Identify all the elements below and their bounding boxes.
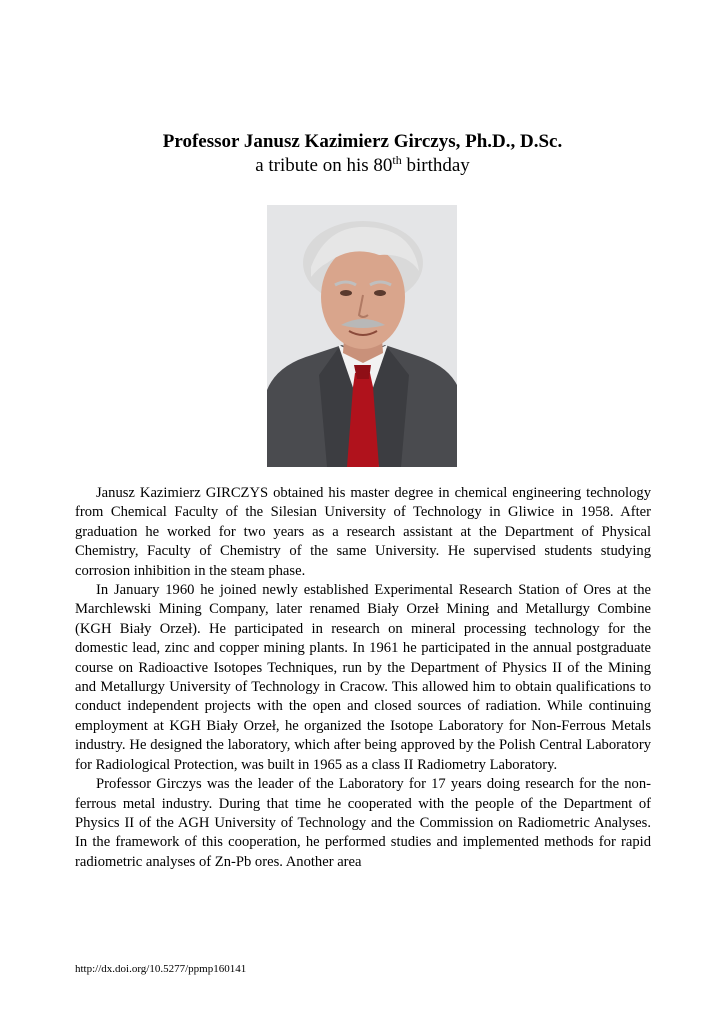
article-body [75,484,651,872]
paragraph: In January 1960 he joined newly established Experimental Research Station of Ores at the Marchlewski Mining Company, later renamed Biały Orzeł Mining and Metallurgy Combine (KGH Biały Orzeł). He participated in research on mineral processing technology for the domestic lead, zinc and copper mining plants. In 1961 he participated in the annual postgraduate course on Radioactive Isotopes Techniques, run by the Department of Physics II of the Mining and Metallurgy University of Technology in Cracow. This allowed him to obtain qualifications to conduct independent projects with the open and closed sources of radiation. While continuing employment at KGH Biały Orzeł, he organized the Isotope Laboratory for Non-Ferrous Metals industry. He designed the laboratory, which after being approved by the Polish Central Laboratory for Radiological Protection, was built in 1965 as a class II Radiometry Laboratory. [75,582,651,773]
title-block [0,130,725,178]
paragraph: Professor Girczys was the leader of the Laboratory for 17 years doing research for the non-ferrous metal industry. During that time he cooperated with the people of the Department of Physics II of the AGH University of Technology and the Commission on Radiometric Analyses. In the framework of this cooperation, he performed studies and implemented methods for rapid radiometric analyses of Zn-Pb ores. Another area [75,776,651,870]
portrait-eye-left [340,290,352,296]
portrait-illustration [267,205,457,467]
page-title: Professor Janusz Kazimierz Girczys, Ph.D., D.Sc. [162,131,563,152]
subtitle-text: a tribute on his 80 [255,155,393,176]
portrait-eye-right [374,290,386,296]
page-subtitle [0,154,725,178]
subtitle-text-end: birthday [401,155,470,176]
subtitle-superscript: th [392,153,402,167]
portrait-photo [267,205,457,467]
paragraph: Janusz Kazimierz GIRCZYS obtained his master degree in chemical engineering technology from Chemical Faculty of the Silesian University of Technology in Gliwice in 1958. After graduation he worked for two years as a research assistant at the Department of Physical Chemistry, Faculty of Chemistry of the same University. He supervised students studying corrosion inhibition in the steam phase. [75,485,651,579]
doi-link[interactable]: http://dx.doi.org/10.5277/ppmp160141 [75,963,247,975]
